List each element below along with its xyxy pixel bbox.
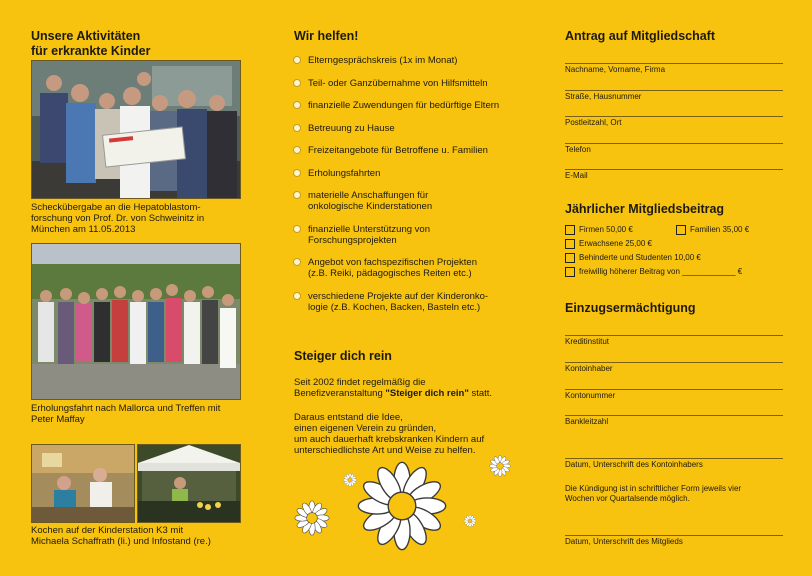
checkbox[interactable] [565,267,575,277]
input-line[interactable] [565,348,783,363]
input-line[interactable] [565,129,783,144]
input-line[interactable] [565,521,783,536]
item-text: Erholungsfahrten [308,167,381,179]
checkbox[interactable] [565,239,575,249]
mandate-heading: Einzugsermächtigung [565,301,696,315]
input-line[interactable] [565,444,783,459]
para-line: Daraus entstand die Idee, [294,412,403,423]
fee-erwachsene-option[interactable] [565,239,652,249]
photo-mallorca-group [31,243,241,400]
daisy-bullet-icon [293,79,301,87]
right-column [540,0,812,576]
field-label: E-Mail [565,171,588,180]
caption-cooking [31,525,256,547]
input-line[interactable] [565,155,783,170]
caption-line: forschung von Prof. Dr. von Schweinitz in [31,213,205,224]
list-item [292,145,532,156]
field-label: Kontonummer [565,391,616,400]
event-name: "Steiger dich rein" [385,388,469,399]
option-label: Behinderte und Studenten 10,00 € [579,253,701,262]
caption-line: Erholungsfahrt nach Mallorca und Treffen mit [31,403,221,414]
bank-field[interactable] [565,321,783,347]
caption-line: Peter Maffay [31,414,85,425]
steiger-heading: Steiger dich rein [294,349,392,363]
daisy-bullet-icon [293,258,301,266]
checkbox[interactable] [676,225,686,235]
caption-line: Scheckübergabe an die Hepatoblastom- [31,202,201,213]
cooking-image [32,445,134,522]
option-label: freiwillig höherer Beitrag von ____________ € [579,267,743,276]
list-item [292,190,532,212]
caption-check-handover [31,202,256,235]
daisy-flowers-illustration [280,450,540,560]
fee-behinderte-option[interactable] [565,253,701,263]
field-label: Postleitzahl, Ort [565,118,622,127]
daisy-bullet-icon [293,225,301,233]
cancellation-notice [565,484,785,504]
list-item [292,291,532,313]
input-line[interactable] [565,102,783,117]
input-line[interactable] [565,401,783,416]
item-text: Forschungsprojekten [308,234,397,246]
activities-heading-line2: für erkrankte Kinder [31,44,151,58]
account-holder-signature-field[interactable] [565,444,783,470]
item-text: Teil- oder Ganzübernahme von Hilfsmitteln [308,77,488,89]
name-field[interactable] [565,49,783,75]
checkbox[interactable] [565,253,575,263]
item-text: Betreuung zu Hause [308,122,395,134]
list-item [292,100,532,111]
list-item [292,78,532,89]
option-label: Firmen 50,00 € [579,225,633,234]
mallorca-group-image [32,244,240,399]
fee-firmen-option[interactable] [565,225,633,235]
input-line[interactable] [565,321,783,336]
daisy-bullet-icon [293,191,301,199]
daisy-bullet-icon [293,292,301,300]
daisy-bullet-icon [293,169,301,177]
list-item [292,257,532,279]
fee-heading: Jährlicher Mitgliedsbeitrag [565,202,725,216]
field-label: Bankleitzahl [565,417,609,426]
item-text: onkologische Kinderstationen [308,201,433,212]
item-text: Elterngesprächskreis (1x im Monat) [308,55,458,66]
para-line: Benefizveranstaltung [294,388,386,399]
list-item [292,123,532,134]
check-handover-image [32,61,240,198]
list-item [292,55,532,66]
left-column [0,0,270,576]
daisy-bullet-icon [293,101,301,109]
caption-mallorca [31,403,256,425]
checkbox[interactable] [565,225,575,235]
para-line: einen eigenen Verein zu gründen, [294,423,437,434]
field-label: Telefon [565,145,591,154]
info-stand-image [138,445,240,522]
daisy-bullet-icon [293,124,301,132]
account-number-field[interactable] [565,375,783,401]
item-text: verschiedene Projekte auf der Kinderonko- [308,290,489,302]
item-text: finanzielle Unterstützung von [308,223,430,235]
para-line: statt. [468,388,493,399]
email-field[interactable] [565,155,783,181]
input-line[interactable] [565,49,783,64]
field-label: Datum, Unterschrift des Kontoinhabers [565,460,703,469]
help-heading: Wir helfen! [294,29,359,43]
input-line[interactable] [565,76,783,91]
daisy-bullet-icon [293,56,301,64]
photo-cooking [31,444,135,523]
item-text: materielle Anschaffungen für [308,190,429,201]
list-item [292,224,532,246]
list-item [292,168,532,179]
bank-code-field[interactable] [565,401,783,427]
steiger-paragraph-1 [294,377,530,399]
caption-line: Kochen auf der Kinderstation K3 mit [31,525,184,536]
field-label: Datum, Unterschrift des Mitglieds [565,537,683,546]
notice-line: Wochen vor Quartalsende möglich. [565,494,690,503]
help-list [292,55,532,324]
photo-check-handover [31,60,241,199]
item-text: Angebot von fachspezifischen Projekten [308,257,477,268]
middle-column [270,0,540,576]
daisy-bullet-icon [293,146,301,154]
item-text: logie (z.B. Kochen, Backen, Basteln etc.) [308,301,481,313]
phone-field[interactable] [565,129,783,155]
photo-info-stand [137,444,241,523]
item-text: Freizeitangebote für Betroffene u. Familien [308,145,488,156]
street-field[interactable] [565,76,783,102]
postal-city-field[interactable] [565,102,783,128]
fee-voluntary-option[interactable] [565,267,742,277]
option-label: Erwachsene 25,00 € [579,239,652,248]
para-line: unterschiedlichste Art und Weise zu helfen. [294,445,476,456]
caption-line: Michaela Schaffrath (li.) und Infostand (re.) [31,536,211,547]
item-text: (z.B. Reiki, pädagogisches Reiten etc.) [308,268,472,279]
activities-heading-line1: Unsere Aktivitäten [31,29,141,43]
para-line: um auch dauerhaft krebskranken Kindern auf [294,434,485,445]
notice-line: Die Kündigung ist in schriftlicher Form jeweils vier [565,484,742,493]
field-label: Nachname, Vorname, Firma [565,65,666,74]
member-signature-field[interactable] [565,521,783,547]
option-label: Familien 35,00 € [690,225,750,234]
field-label: Kontoinhaber [565,364,613,373]
field-label: Kreditinstitut [565,337,610,346]
field-label: Straße, Hausnummer [565,92,642,101]
fee-familien-option[interactable] [676,225,749,235]
item-text: finanzielle Zuwendungen für bedürftige Eltern [308,100,500,111]
para-line: Seit 2002 findet regelmäßig die [294,377,426,388]
membership-heading: Antrag auf Mitgliedschaft [565,29,716,43]
account-holder-field[interactable] [565,348,783,374]
caption-line: München am 11.05.2013 [31,224,136,235]
input-line[interactable] [565,375,783,390]
activities-heading [31,29,150,59]
